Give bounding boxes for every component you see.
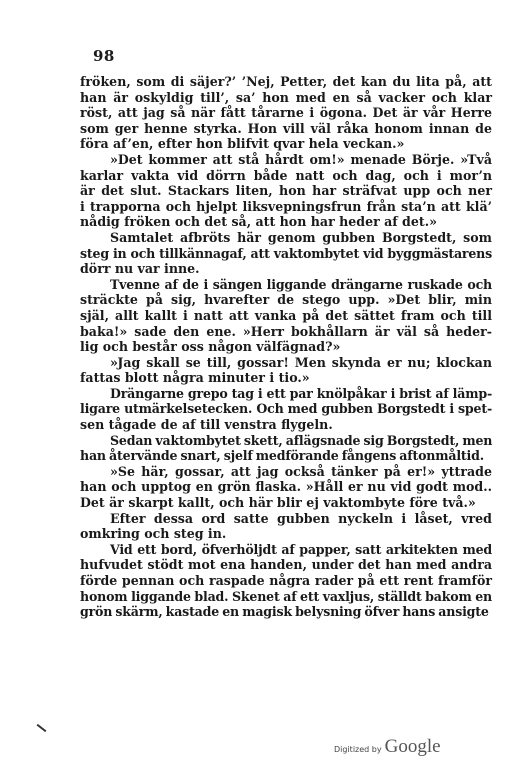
text-line: Efter dessa ord satte gubben nyckeln i låset, vred <box>110 510 492 526</box>
text-line: karlar vakta vid dörrn både natt och dag, och i mor’n <box>80 167 492 183</box>
paragraph <box>80 152 492 230</box>
text-line: ligare utmärkelsetecken. Och med gubben Borgstedt i spet- <box>80 401 492 417</box>
text-line: Vid ett bord, öfverhöljdt af papper, satt arkitekten med <box>110 541 492 557</box>
text-line: sträckte på sig, hvarefter de stego upp. »Det blir, min <box>80 292 492 308</box>
text-line: som ger henne styrka. Hon vill väl råka honom innan de <box>80 120 492 136</box>
text-line: fattas blott några minuter i tio.» <box>80 370 310 386</box>
text-line: i trapporna och hjelpt liksvepningsfrun från sta’n att klä’ <box>80 198 492 214</box>
text-line: han är oskyldig till’, sa’ hon med en så vacker och klar <box>80 89 492 105</box>
text-line: honom liggande blad. Skenet af ett vaxljus, ställdt bakom en <box>80 588 492 604</box>
text-line: fröken, som di säjer?’ ’Nej, Petter, det kan du lita på, att <box>80 74 492 89</box>
text-line: Samtalet afbröts här genom gubben Borgstedt, som <box>110 229 492 245</box>
text-line: Tvenne af de i sängen liggande drängarne ruskade och <box>110 276 492 292</box>
stray-mark <box>37 724 47 732</box>
paragraph <box>80 230 492 277</box>
text-line: själ, allt kallt i natt att vanka på det sättet fram och till <box>80 307 492 323</box>
text-line: sen tågade de af till venstra flygeln. <box>80 417 333 433</box>
text-line: lig och består oss någon välfägnad?» <box>80 339 341 355</box>
text-line: »Jag skall se till, gossar! Men skynda er nu; klockan <box>110 354 492 370</box>
text-line: grön skärm, kastade en magisk belysning öfver hans ansigte <box>80 604 489 620</box>
text-line: nådig fröken och det så, att hon har heder af det.» <box>80 214 437 230</box>
text-line: Det är skarpt kallt, och här blir ej vaktombyte före två.» <box>80 495 476 511</box>
paragraph <box>80 74 492 152</box>
body-text <box>80 74 492 620</box>
google-logo-text: Google <box>384 736 441 757</box>
paragraph <box>80 386 492 433</box>
text-line: förde pennan och raspade några rader på ett rent framför <box>80 573 492 588</box>
paragraph <box>80 433 492 464</box>
digitization-watermark <box>334 736 441 758</box>
text-line: steg in och tillkännagaf, att vaktombytet vid byggmästarens <box>80 245 492 261</box>
text-line: »Det kommer att stå hårdt om!» menade Börje. »Två <box>110 151 492 167</box>
paragraph <box>80 511 492 542</box>
text-line: han återvände snart, sjelf medförande fångens aftonmåltid. <box>80 448 484 464</box>
paragraph <box>80 542 492 620</box>
page-number: 98 <box>93 47 115 65</box>
paragraph <box>80 464 492 511</box>
text-line: hufvudet stödt mot ena handen, under det han med andra <box>80 557 492 573</box>
text-line: dörr nu var inne. <box>80 261 200 277</box>
text-line: Sedan vaktombytet skett, aflägsnade sig Borgstedt, men <box>110 432 493 448</box>
text-line: baka!» sade den ene. »Herr bokhållarn är väl så heder- <box>80 323 492 339</box>
text-line: omkring och steg in. <box>80 526 227 542</box>
digitized-by-label: Digitized by <box>334 745 382 754</box>
text-line: röst, att jag så när fått tårarne i ögona. Det är vår Herre <box>80 105 492 121</box>
text-line: föra af’en, efter hon blifvit qvar hela veckan.» <box>80 136 405 152</box>
text-line: han och upptog en grön flaska. »Håll er nu vid godt mod.. <box>80 479 492 495</box>
text-line: Drängarne grepo tag i ett par knölpåkar i brist af lämp- <box>110 385 492 401</box>
text-line: är det slut. Stackars liten, hon har sträfvat upp och ner <box>80 183 492 199</box>
paragraph <box>80 277 492 355</box>
paragraph <box>80 355 492 386</box>
text-line: »Se här, gossar, att jag också tänker på er!» yttrade <box>110 463 492 479</box>
